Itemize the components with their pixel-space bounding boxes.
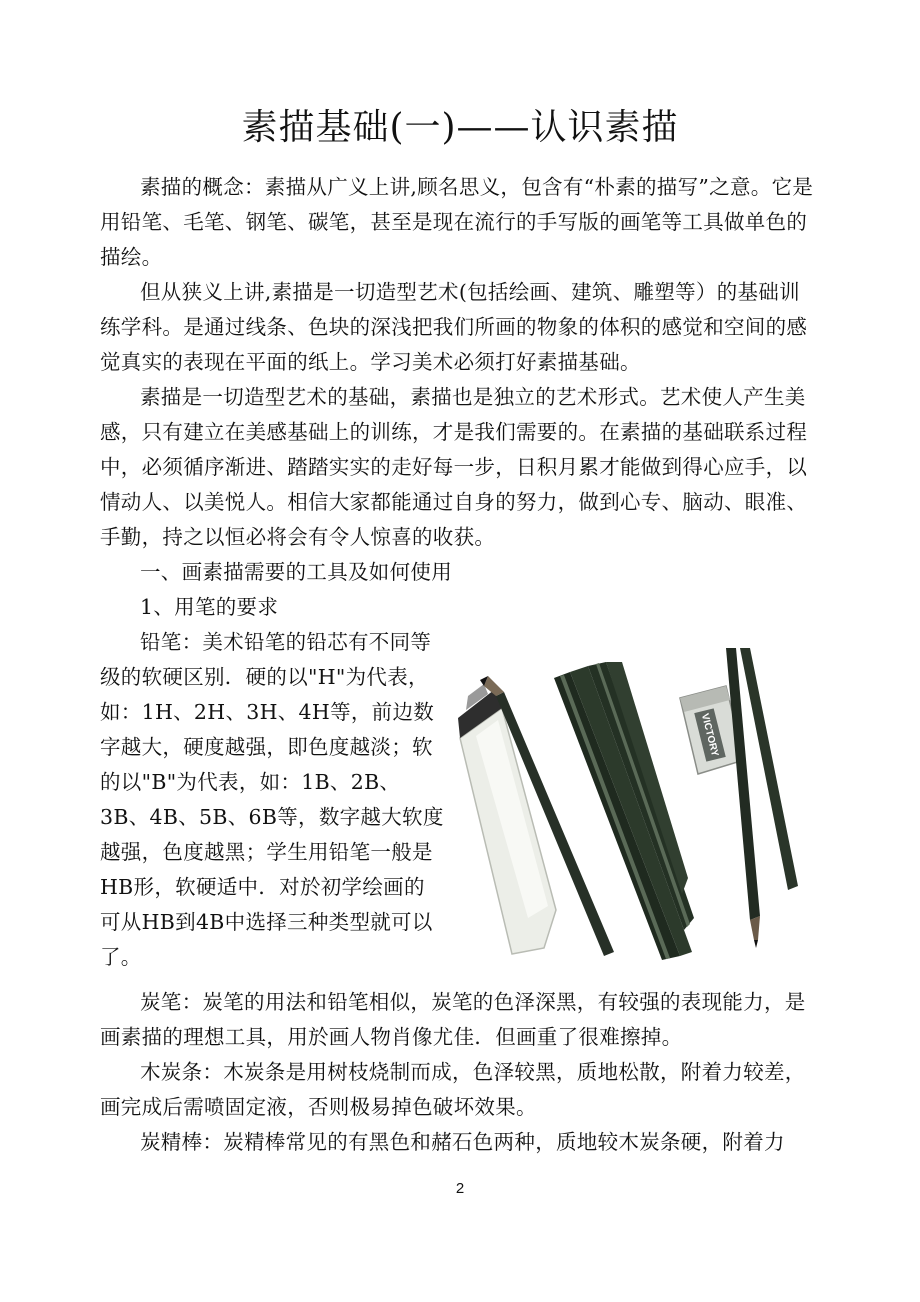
paragraph-charcoal-stick: 木炭条：木炭条是用树枝烧制而成，色泽较黑，质地松散，附着力较差，画完成后需喷固定液，否则极易掉色破坏效果。 bbox=[100, 1060, 806, 1119]
paragraph-concept: 素描的概念：素描从广义上讲,顾名思义，包含有“朴素的描写”之意。它是用铅笔、毛笔、钢笔、碳笔，甚至是现在流行的手写版的画笔等工具做单色的描绘。 bbox=[100, 175, 814, 269]
eraser-brand-label: VICTORY bbox=[698, 712, 721, 758]
paragraph-foundation: 素描是一切造型艺术的基础，素描也是独立的艺术形式。艺术使人产生美感，只有建立在美感基础上的训练，才是我们需要的。在素描的基础联系过程中，必须循序渐进、踏踏实实的走好每一步，日积月累才能做到得心应手，以情动人、以美悦人。相信大家都能通过自身的努力，做到心专、脑动、眼准、手勤，持之以恒必将会有令人惊喜的收获。 bbox=[100, 385, 808, 549]
section-heading-tools: 一、画素描需要的工具及如何使用 bbox=[140, 560, 452, 584]
page-title: 素描基础(一)——认识素描 bbox=[241, 107, 679, 148]
paragraph-pencil: 铅笔：美术铅笔的铅芯有不同等级的软硬区别．硬的以"H"为代表，如：1H、2H、3H、4H等，前边数字越大，硬度越强，即色度越淡；软的以"B"为代表，如：1B、2B、3B、4B、5B、6B等，数字越大软度越强，色度越黑；学生用铅笔一般是HB形，软硬适中．对於初学绘画的可从HB到4B中选择三种类型就可以了。 bbox=[100, 630, 444, 969]
charcoal-pencil-bundle-icon bbox=[554, 662, 694, 960]
paragraph-charcoal-rod: 炭精棒：炭精棒常见的有黑色和赭石色两种，质地较木炭条硬，附着力 bbox=[140, 1130, 785, 1154]
drawing-tools-photo bbox=[458, 648, 806, 960]
utility-knife-icon bbox=[458, 684, 556, 954]
paragraph-charcoal-pen: 炭笔：炭笔的用法和铅笔相似，炭笔的色泽深黑，有较强的表现能力，是画素描的理想工具，用於画人物肖像尤佳．但画重了很难擦掉。 bbox=[100, 990, 806, 1049]
paragraph-narrow-sense: 但从狭义上讲,素描是一切造型艺术(包括绘画、建筑、雕塑等）的基础训练学科。是通过线条、色块的深浅把我们所画的物象的体积的感觉和空间的感觉真实的表现在平面的纸上。学习美术必须打好素描基础。 bbox=[100, 280, 808, 374]
page-number: 2 bbox=[455, 1180, 465, 1197]
drawing-pencils-icon bbox=[726, 648, 798, 948]
subsection-heading-pens: 1、用笔的要求 bbox=[140, 595, 279, 619]
